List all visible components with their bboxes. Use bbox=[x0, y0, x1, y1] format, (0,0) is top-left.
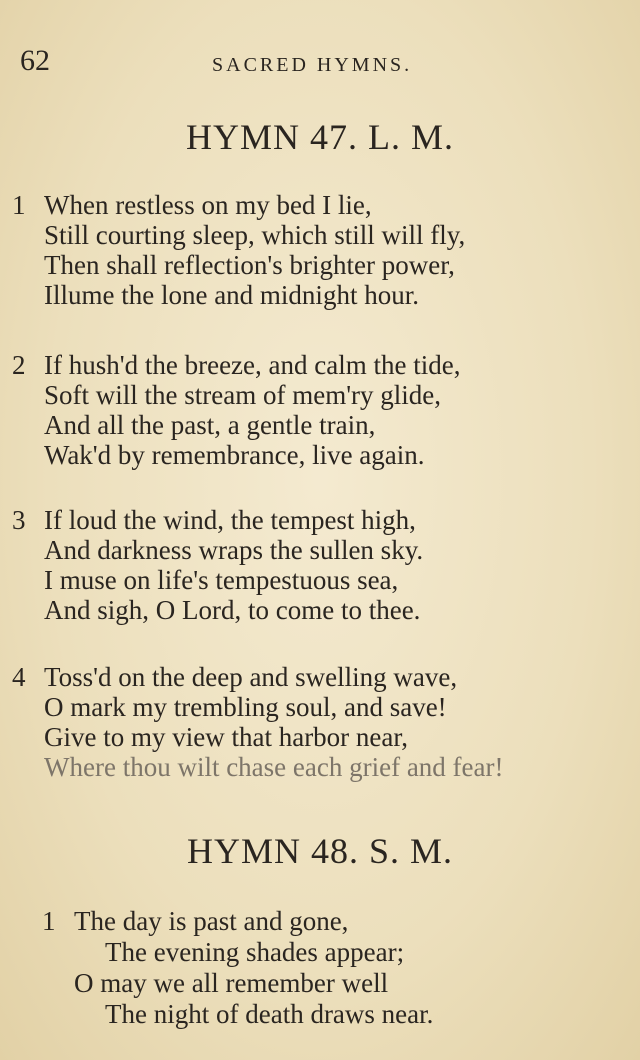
verse-line: If loud the wind, the tempest high, bbox=[44, 505, 416, 535]
verse-line: Give to my view that harbor near, bbox=[44, 722, 409, 752]
verse-line: Where thou wilt chase each grief and fear! bbox=[44, 752, 504, 782]
hymn-48-title: HYMN 48. S. M. bbox=[186, 831, 454, 871]
verse-line: Illume the lone and midnight hour. bbox=[44, 280, 419, 310]
verse-line: Wak'd by remembrance, live again. bbox=[44, 440, 425, 470]
verse-line: Soft will the stream of mem'ry glide, bbox=[44, 380, 442, 410]
verse-line: Then shall reflection's brighter power, bbox=[44, 250, 455, 280]
verse-line: When restless on my bed I lie, bbox=[44, 190, 372, 220]
verse-line: Toss'd on the deep and swelling wave, bbox=[44, 662, 458, 692]
hymn-47-title: HYMN 47. L. M. bbox=[185, 117, 454, 157]
running-head: SACRED HYMNS. bbox=[212, 54, 413, 76]
verse-number: 3 bbox=[12, 505, 26, 535]
verse-line: The evening shades appear; bbox=[105, 937, 405, 967]
page-header bbox=[0, 44, 640, 84]
verse-line: If hush'd the breeze, and calm the tide, bbox=[44, 350, 461, 380]
verse-line: The night of death draws near. bbox=[105, 999, 434, 1029]
verse-line: The day is past and gone, bbox=[74, 906, 349, 936]
verse-line: And darkness wraps the sullen sky. bbox=[44, 535, 424, 565]
page-number: 62 bbox=[20, 44, 50, 77]
verse-line: And sigh, O Lord, to come to thee. bbox=[44, 595, 421, 625]
verse-line: And all the past, a gentle train, bbox=[44, 410, 376, 440]
verse-number: 1 bbox=[12, 190, 26, 220]
verse-line: Still courting sleep, which still will fly, bbox=[44, 220, 466, 250]
verse-number: 4 bbox=[12, 662, 26, 692]
verse-number: 1 bbox=[42, 906, 56, 936]
verse-line: O may we all remember well bbox=[74, 968, 389, 998]
verse-number: 2 bbox=[12, 350, 26, 380]
verse-line: I muse on life's tempestuous sea, bbox=[44, 565, 399, 595]
verse-line: O mark my trembling soul, and save! bbox=[44, 692, 447, 722]
